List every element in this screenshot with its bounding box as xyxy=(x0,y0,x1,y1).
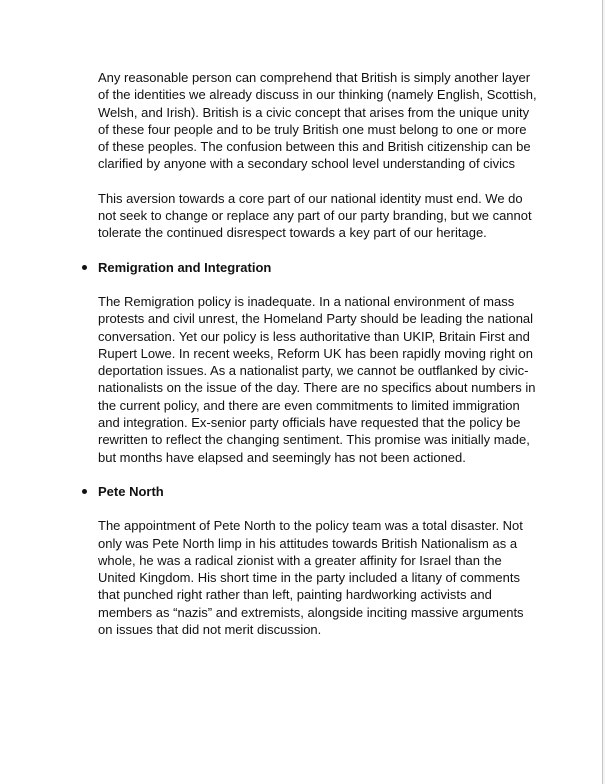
section-heading-remigration xyxy=(98,259,538,276)
paragraph-pete-north: The appointment of Pete North to the policy team was a total disaster. Not only was Pete North limp in his attitudes towards British Nationalism as a whole, he was a radical zionist with a greater affinity for Israel than the United Kingdom. His short time in the party included a litany of comments that punched right rather than left, painting hardworking activists and members as “nazis” and extremists, alongside inciting massive arguments on issues that did not merit discussion. xyxy=(98,518,524,638)
section-heading-pete-north xyxy=(98,483,538,500)
section-heading-text: Pete North xyxy=(98,483,164,499)
section-heading-text: Remigration and Integration xyxy=(98,259,272,275)
paragraph-british-identity: Any reasonable person can comprehend that British is simply another layer of the identities we already discuss in our thinking (namely English, Scottish, Welsh, and Irish). British is a civic concept that arises from the unique unity of these four people and to be truly British one must belong to one or more of these peoples. The confusion between this and British citizenship can be clarified by anyone with a secondary school level understanding of civics xyxy=(98,70,537,172)
document-body xyxy=(98,69,538,655)
paragraph-aversion: This aversion towards a core part of our national identity must end. We do not seek to change or replace any part of our party branding, but we cannot tolerate the continued disrespect towards a key part of our heritage. xyxy=(98,190,532,241)
paragraph-remigration: The Remigration policy is inadequate. In a national environment of mass protests and civil unrest, the Homeland Party should be leading the national conversation. Yet our policy is less authoritative than UKIP, Britain First and Rupert Lowe. In recent weeks, Reform UK has been rapidly moving right on deportation issues. As a nationalist party, we cannot be outflanked by civic-nationalists on the issue of the day. There are no specifics about numbers in the current policy, and there are even commitments to limited immigration and integration. Ex-senior party officials have requested that the policy be rewritten to reflect the changing sentiment. This promise was initially made, but months have elapsed and seemingly has not been actioned. xyxy=(98,293,536,465)
bullet-icon xyxy=(82,489,87,494)
bullet-icon xyxy=(82,265,87,270)
